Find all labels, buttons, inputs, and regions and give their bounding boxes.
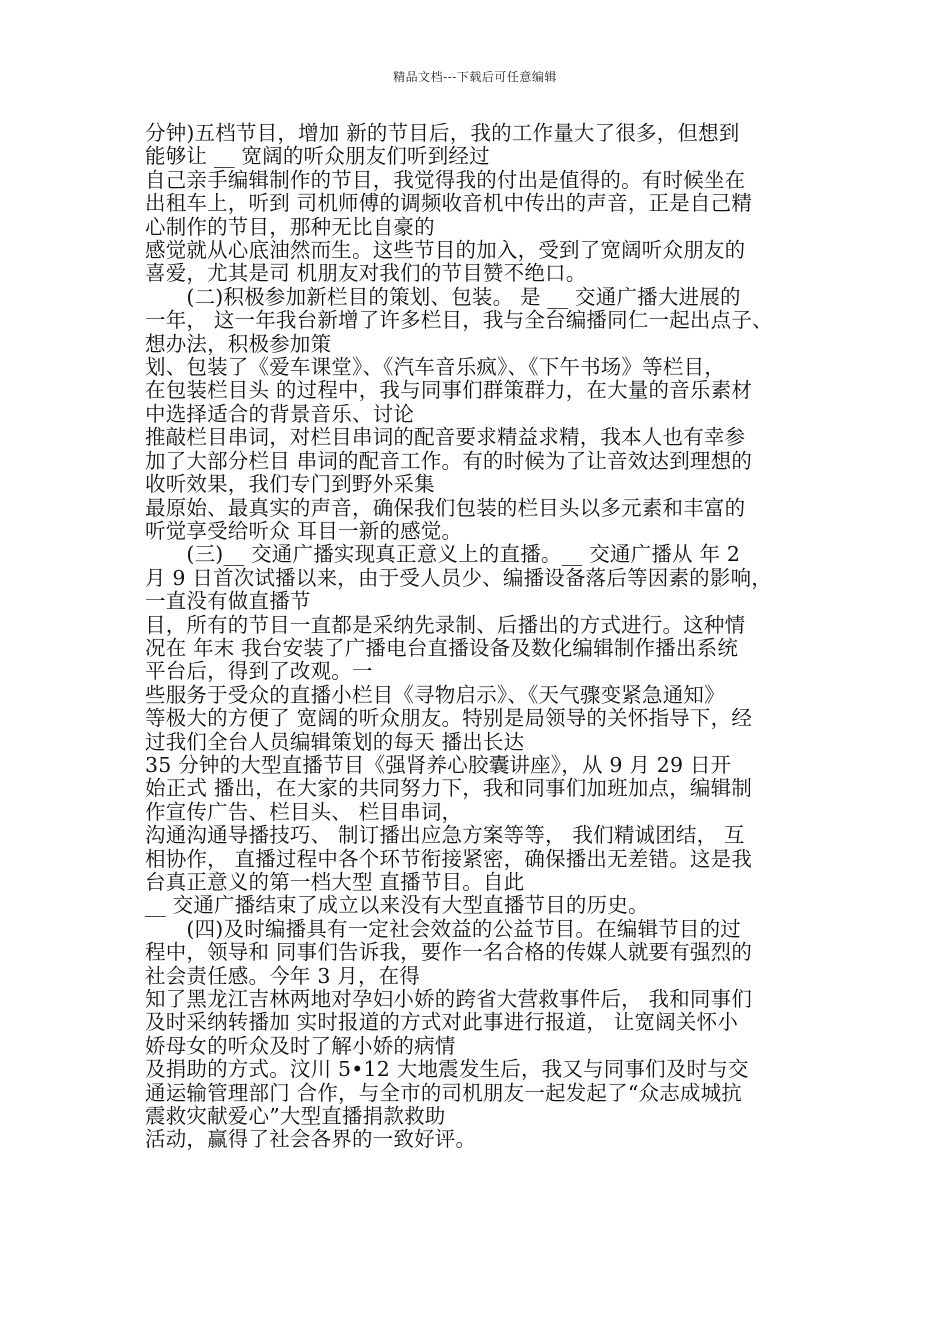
text-line: 沟通沟通导播技巧、 制订播出应急方案等等， 我们精诚团结， 互 [145, 824, 745, 848]
text-line: 想办法，积极参加策 [145, 332, 332, 356]
text-line: 一直没有做直播节 [145, 590, 311, 614]
text-line: 及时采纳转播加 实时报道的方式对此事进行报道， 让宽阔关怀小 [145, 1011, 739, 1035]
text-line: 社会责任感。今年 3 月，在得 [145, 964, 421, 988]
text-line: 目，所有的节目一直都是采纳先录制、后播出的方式进行。这种情 [145, 613, 746, 637]
text-line: 过我们全台人员编辑策划的每天 播出长达 [145, 730, 525, 754]
text-line: 一年， 这一年我台新增了许多栏目，我与全台编播同仁一起出点子、 [145, 309, 773, 333]
text-line: 些服务于受众的直播小栏目《寻物启示》、《天气骤变紧急通知》 [145, 683, 725, 707]
text-line: (三)__ 交通广播实现真正意义上的直播。__ 交通广播从 年 2 [145, 543, 741, 567]
text-line: 月 9 日首次试播以来，由于受人员少、编播设备落后等因素的影响， [145, 566, 772, 590]
text-line: 听觉享受给听众 耳目一新的感觉。 [145, 519, 463, 543]
text-line: (二)积极参加新栏目的策划、包装。 是 __ 交通广播大进展的 [145, 285, 741, 309]
text-line: 分钟)五档节目，增加 新的节目后，我的工作量大了很多，但想到 [145, 122, 740, 145]
text-line: 震救灾献爱心”大型直播捐款救助 [145, 1105, 446, 1129]
text-line: 收听效果，我们专门到野外采集 [145, 473, 435, 497]
text-line: 自己亲手编辑制作的节目，我觉得我的付出是值得的。有时候坐在 [145, 168, 746, 192]
text-line: 感觉就从心底油然而生。这些节目的加入，受到了宽阔听众朋友的 [145, 239, 746, 263]
text-line: __ 交通广播结束了成立以来没有大型直播节目的历史。 [145, 894, 649, 918]
text-line: 况在 年末 我台安装了广播电台直播设备及数化编辑制作播出系统 [145, 636, 739, 660]
page-header: 精品文档---下载后可任意编辑 [393, 70, 557, 84]
text-line: (四)及时编播具有一定社会效益的公益节目。在编辑节目的过 [145, 917, 741, 941]
text-line: 出租车上，听到 司机师傅的调频收音机中传出的声音，正是自己精 [145, 192, 753, 216]
document-body [145, 122, 810, 1152]
text-line: 喜爱，尤其是司 机朋友对我们的节目赞不绝口。 [145, 262, 587, 286]
text-line: 心制作的节目，那种无比自豪的 [145, 215, 435, 239]
text-line: 相协作， 直播过程中各个环节衔接紧密，确保播出无差错。这是我 [145, 847, 753, 871]
text-line: 推敲栏目串词，对栏目串词的配音要求精益求精，我本人也有幸参 [145, 426, 746, 450]
text-line: 加了大部分栏目 串词的配音工作。有的时候为了让音效达到理想的 [145, 449, 753, 473]
text-line: 及捐助的方式。汶川 5•12 大地震发生后，我又与同事们及时与交 [145, 1058, 749, 1082]
text-line: 35 分钟的大型直播节目《强肾养心胶囊讲座》，从 9 月 29 日开 [145, 753, 732, 777]
text-line: 作宣传广告、栏目头、 栏目串词， [145, 800, 463, 824]
text-line: 划、包装了《爱车课堂》、《汽车音乐疯》、《下午书场》等栏目， [145, 356, 725, 380]
text-line: 台真正意义的第一档大型 直播节目。自此 [145, 871, 525, 894]
text-line: 平台后，得到了改观。一 [145, 660, 373, 684]
text-line: 知了黑龙江吉林两地对孕妇小娇的跨省大营救事件后， 我和同事们 [145, 988, 753, 1012]
text-line: 程中，领导和 同事们告诉我，要作一名合格的传媒人就要有强烈的 [145, 941, 753, 965]
text-line: 能够让 __ 宽阔的听众朋友们听到经过 [145, 145, 490, 169]
text-line: 最原始、最真实的声音，确保我们包装的栏目头以多元素和丰富的 [145, 496, 746, 520]
text-line: 活动，赢得了社会各界的一致好评。 [145, 1128, 477, 1152]
text-line: 中选择适合的背景音乐、讨论 [145, 402, 415, 426]
text-line: 始正式 播出，在大家的共同努力下，我和同事们加班加点，编辑制 [145, 777, 753, 801]
text-line: 等极大的方便了 宽阔的听众朋友。特别是局领导的关怀指导下，经 [145, 707, 753, 731]
text-line: 娇母女的听众及时了解小娇的病情 [145, 1034, 456, 1058]
text-line: 通运输管理部门 合作，与全市的司机朋友一起发起了“众志成城抗 [145, 1081, 742, 1105]
text-line: 在包装栏目头 的过程中，我与同事们群策群力，在大量的音乐素材 [145, 379, 753, 403]
